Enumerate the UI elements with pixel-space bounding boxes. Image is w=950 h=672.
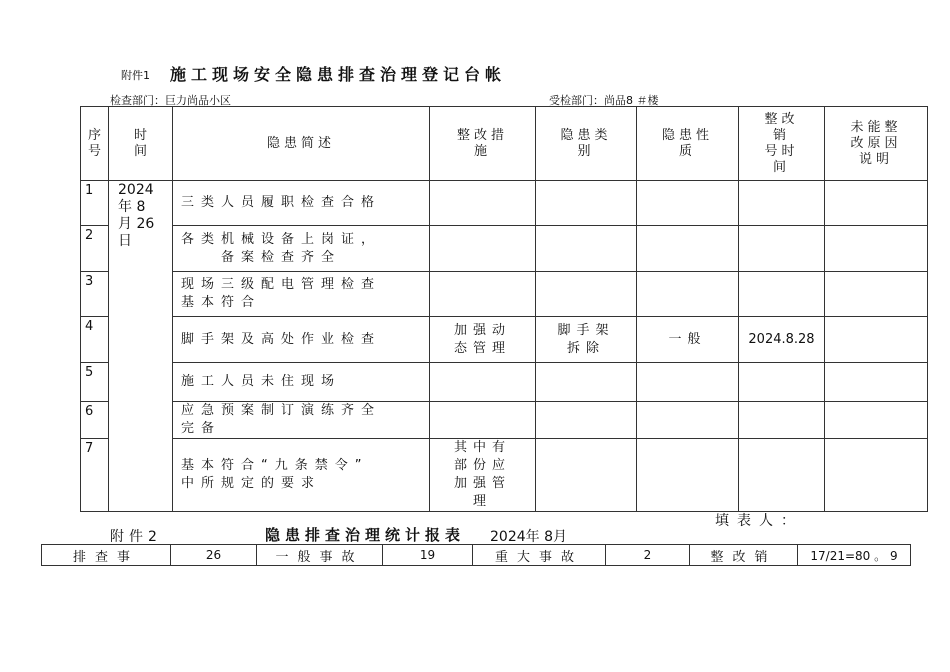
table-row bbox=[81, 272, 928, 317]
row-description: 现场三级配电管理检查 基本符合 bbox=[173, 272, 430, 317]
row-reason bbox=[825, 226, 928, 272]
row-reason bbox=[825, 181, 928, 226]
inspecting-department: 检查部门：巨力尚品小区 bbox=[110, 94, 231, 107]
col-measures: 整改措 施 bbox=[430, 107, 536, 181]
row-reason bbox=[825, 402, 928, 439]
col-time: 时 间 bbox=[109, 107, 173, 181]
major-accident-label: 重大事故 bbox=[473, 545, 606, 566]
row-description: 基本符合“九条禁令” 中所规定的要求 bbox=[173, 439, 430, 512]
row-reason bbox=[825, 317, 928, 363]
row-seq: 1 bbox=[81, 181, 109, 226]
row-closure-time bbox=[739, 181, 825, 226]
table-row bbox=[81, 226, 928, 272]
investigated-value: 26 bbox=[171, 545, 257, 566]
ledger-title: 施工现场安全隐患排查治理登记台帐 bbox=[170, 65, 507, 84]
annex-2-label: 附件2 bbox=[110, 529, 162, 545]
closure-label: 整改销 bbox=[690, 545, 798, 566]
table-row bbox=[81, 439, 928, 512]
col-unresolved-reason: 未能整 改原因 说明 bbox=[825, 107, 928, 181]
row-closure-time bbox=[739, 272, 825, 317]
row-seq: 3 bbox=[81, 272, 109, 317]
row-seq: 6 bbox=[81, 402, 109, 439]
hazard-ledger-table bbox=[80, 106, 928, 512]
row-nature bbox=[637, 181, 739, 226]
row-reason bbox=[825, 363, 928, 402]
stats-report-title: 隐患排查治理统计报表 bbox=[265, 526, 466, 544]
row-measures bbox=[430, 226, 536, 272]
col-description: 隐患简述 bbox=[173, 107, 430, 181]
investigated-label: 排查事 bbox=[42, 545, 171, 566]
row-category: 脚手架 拆除 bbox=[536, 317, 637, 363]
row-category bbox=[536, 226, 637, 272]
row-nature bbox=[637, 402, 739, 439]
row-description: 三类人员履职检查合格 bbox=[173, 181, 430, 226]
row-measures bbox=[430, 402, 536, 439]
row-measures: 加强动 态管理 bbox=[430, 317, 536, 363]
row-category bbox=[536, 272, 637, 317]
row-closure-time bbox=[739, 439, 825, 512]
col-closure-time: 整改 销 号时 间 bbox=[739, 107, 825, 181]
row-closure-time bbox=[739, 226, 825, 272]
row-nature bbox=[637, 272, 739, 317]
general-accident-label: 一般事故 bbox=[257, 545, 383, 566]
stats-report-date: 2024年 8月 bbox=[490, 529, 567, 545]
row-measures bbox=[430, 181, 536, 226]
row-category bbox=[536, 181, 637, 226]
row-closure-time bbox=[739, 363, 825, 402]
row-closure-time bbox=[739, 402, 825, 439]
col-seq: 序 号 bbox=[81, 107, 109, 181]
row-measures bbox=[430, 363, 536, 402]
row-category bbox=[536, 439, 637, 512]
row-nature bbox=[637, 226, 739, 272]
row-nature bbox=[637, 363, 739, 402]
table-row bbox=[81, 402, 928, 439]
row-description: 施工人员未住现场 bbox=[173, 363, 430, 402]
row-nature: 一般 bbox=[637, 317, 739, 363]
filler-label: 填表人： bbox=[715, 513, 803, 529]
row-reason bbox=[825, 439, 928, 512]
inspection-date: 2024 年 8 月 26 日 bbox=[109, 181, 173, 512]
row-seq: 4 bbox=[81, 317, 109, 363]
row-description: 各类机械设备上岗证， 备案检查齐全 bbox=[173, 226, 430, 272]
row-measures: 其中有 部份应 加强管 理 bbox=[430, 439, 536, 512]
table-row bbox=[81, 317, 928, 363]
closure-value: 17/21=80 。 9 bbox=[798, 545, 911, 566]
row-seq: 5 bbox=[81, 363, 109, 402]
row-nature bbox=[637, 439, 739, 512]
header-row bbox=[81, 107, 928, 181]
row-category bbox=[536, 402, 637, 439]
annex-1-label: 附件1 bbox=[121, 69, 150, 82]
row-reason bbox=[825, 272, 928, 317]
general-accident-value: 19 bbox=[383, 545, 473, 566]
row-closure-time: 2024.8.28 bbox=[739, 317, 825, 363]
col-category: 隐患类 别 bbox=[536, 107, 637, 181]
stats-table bbox=[41, 544, 911, 566]
major-accident-value: 2 bbox=[606, 545, 690, 566]
row-measures bbox=[430, 272, 536, 317]
row-seq: 2 bbox=[81, 226, 109, 272]
row-description: 脚手架及高处作业检查 bbox=[173, 317, 430, 363]
row-description: 应急预案制订演练齐全 完备 bbox=[173, 402, 430, 439]
inspected-department: 受检部门：尚品8 ＃楼 bbox=[549, 94, 659, 107]
row-category bbox=[536, 363, 637, 402]
row-seq: 7 bbox=[81, 439, 109, 512]
table-row bbox=[81, 181, 928, 226]
col-nature: 隐患性 质 bbox=[637, 107, 739, 181]
table-row bbox=[81, 363, 928, 402]
stats-row bbox=[42, 545, 911, 566]
